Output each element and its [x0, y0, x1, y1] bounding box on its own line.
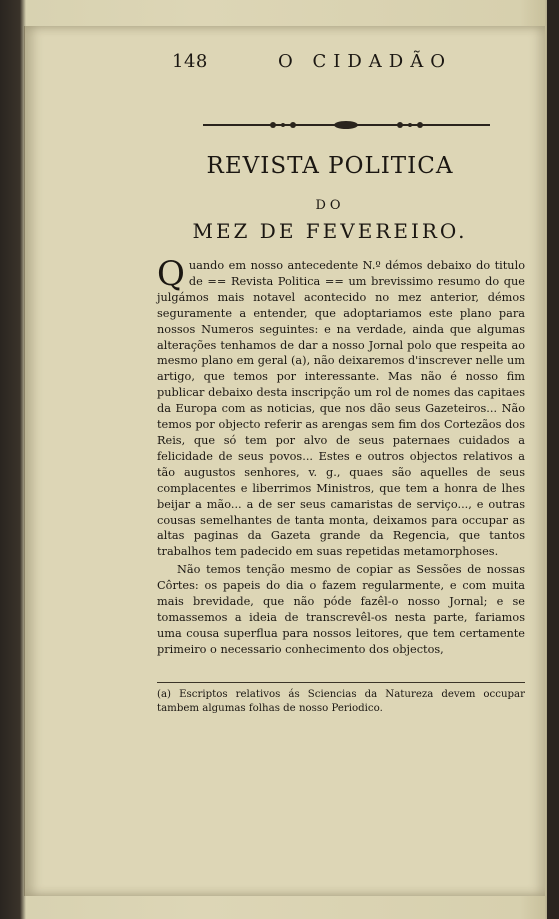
second-paragraph: Não temos tenção mesmo de copiar as Sessões de nossas Côrtes: os papeis do dia o fazem regularmente, e com muita mais brevidade, que não póde fazêl-o nosso Jornal; e se tomassemos a ideia de transcrevêl-os nesta parte, fariamos uma cousa superflua para nossos leitores, que tem certamente primeiro o necessario conhecimento dos objectos,	[157, 563, 525, 656]
drop-cap: Q	[157, 254, 185, 294]
first-paragraph-text: uando em nosso antecedente N.º démos debaixo do titulo de == Revista Politica == um brevissimo resumo do que julgámos mais notavel acontecido no mez anterior, démos seguramente a entender, que adoptariamos este plano para nossos Numeros seguintes: e na verdade, ainda que algumas alterações tenhamos de dar a nosso Jornal polo que respeita ao mesmo plano em geral (a), não deixaremos d'inscrever nelle um artigo, que temos por interessante. Mas não é nosso fim publicar debaixo desta inscripção um rol de nomes das capitaes da Europa com as noticias, que nos dão seus Gazeteiros... Não temos por objecto referir as arengas sem fim dos Cortezãos dos Reis, que só tem por alvo de seus paternaes cuidados a felicidade de seus povos... Estes e outros objectos relativos a tão augustos senhores, v. g., quaes são aquelles de seus complacentes e liberrimos Ministros, que tem a honra de lhes beijar a mão... a de ser seus camaristas de serviço..., e outras cousas semelhantes de tanta monta, deixamos para occupar as altas paginas da Gazeta grande da Regencia, que tantos trabalhos tem padecido em suas repetidas metamorphoses.	[157, 259, 525, 559]
running-title: O CIDADÃO	[278, 51, 452, 72]
article-title: REVISTA POLITICA	[206, 153, 454, 179]
page-number: 148	[172, 51, 208, 72]
body-text	[157, 254, 525, 658]
running-header	[150, 50, 530, 74]
right-page-edge	[547, 0, 559, 919]
first-paragraph	[157, 254, 525, 560]
article-subtitle: DO	[315, 198, 345, 213]
ornamental-rule	[203, 120, 490, 130]
footnote-divider	[157, 682, 525, 683]
footnote: (a) Escriptos relativos ás Sciencias da Natureza devem occupar tambem algumas folhas de nosso Periodico.	[157, 689, 525, 714]
article-month-heading: MEZ DE FEVEREIRO.	[192, 219, 468, 243]
